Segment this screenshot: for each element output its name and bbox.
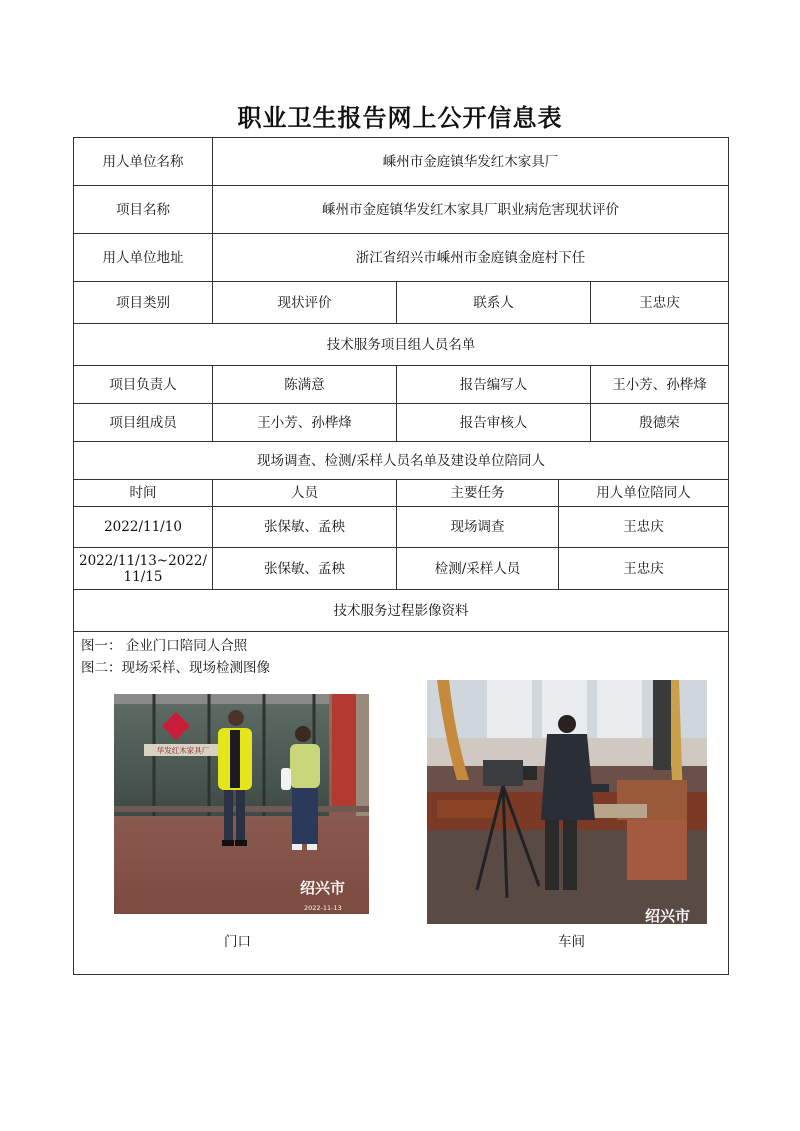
- figure2-label: 图二：现场采样、现场检测图像: [81, 660, 270, 676]
- survey-header-staff: 人员: [213, 480, 397, 507]
- report-reviewer-label: 报告审核人: [397, 404, 591, 442]
- contact-label: 联系人: [397, 282, 591, 324]
- figure1-label: 图一： 企业门口陪同人合照: [81, 638, 248, 654]
- images-section-row: [74, 590, 729, 632]
- contact-value: 王忠庆: [591, 282, 729, 324]
- employer-name-label: 用人单位名称: [74, 138, 213, 186]
- employer-address-row: [74, 234, 729, 282]
- survey-time: 2022/11/13~2022/11/15: [74, 548, 213, 590]
- watermark-city: 绍兴市: [300, 879, 346, 897]
- team-section-title: 技术服务项目组人员名单: [74, 324, 729, 366]
- workshop-photo: [427, 680, 707, 924]
- workshop-caption: 车间: [558, 934, 585, 950]
- survey-header-row: [74, 480, 729, 507]
- survey-escort: 王忠庆: [559, 548, 729, 590]
- sign-text: 华发红木家具厂: [156, 746, 210, 755]
- survey-header-escort: 用人单位陪同人: [559, 480, 729, 507]
- project-leader-label: 项目负责人: [74, 366, 213, 404]
- project-name-value: 嵊州市金庭镇华发红木家具厂职业病危害现状评价: [213, 186, 729, 234]
- survey-task: 现场调查: [397, 507, 559, 548]
- entrance-caption: 门口: [224, 934, 251, 950]
- employer-address-value: 浙江省绍兴市嵊州市金庭镇金庭村下任: [213, 234, 729, 282]
- report-writer-value: 王小芳、孙桦烽: [591, 366, 729, 404]
- project-type-row: [74, 282, 729, 324]
- survey-task: 检测/采样人员: [397, 548, 559, 590]
- info-table: [73, 137, 729, 975]
- photos-row: [74, 632, 729, 975]
- survey-section-title: 现场调查、检测/采样人员名单及建设单位陪同人: [74, 442, 729, 480]
- team-members-value: 王小芳、孙桦烽: [213, 404, 397, 442]
- watermark-city: 绍兴市: [645, 907, 691, 924]
- survey-time: 2022/11/10: [74, 507, 213, 548]
- watermark-date: 2022-11-13: [304, 904, 342, 912]
- employer-address-label: 用人单位地址: [74, 234, 213, 282]
- report-writer-label: 报告编写人: [397, 366, 591, 404]
- team-members-row: [74, 404, 729, 442]
- employer-name-value: 嵊州市金庭镇华发红木家具厂: [213, 138, 729, 186]
- survey-staff: 张保敏、孟秧: [213, 507, 397, 548]
- team-section-row: [74, 324, 729, 366]
- project-name-label: 项目名称: [74, 186, 213, 234]
- page-title: 职业卫生报告网上公开信息表: [237, 104, 563, 132]
- survey-escort: 王忠庆: [559, 507, 729, 548]
- entrance-photo: [114, 694, 369, 914]
- employer-name-row: [74, 138, 729, 186]
- survey-section-row: [74, 442, 729, 480]
- project-name-row: [74, 186, 729, 234]
- survey-header-time: 时间: [74, 480, 213, 507]
- project-type-value: 现状评价: [213, 282, 397, 324]
- project-leader-row: [74, 366, 729, 404]
- report-reviewer-value: 殷德荣: [591, 404, 729, 442]
- project-leader-value: 陈满意: [213, 366, 397, 404]
- project-type-label: 项目类别: [74, 282, 213, 324]
- survey-staff: 张保敏、孟秧: [213, 548, 397, 590]
- team-members-label: 项目组成员: [74, 404, 213, 442]
- survey-header-task: 主要任务: [397, 480, 559, 507]
- workshop-photo-art: [427, 680, 707, 924]
- images-section-title: 技术服务过程影像资料: [74, 590, 729, 632]
- table-row: [74, 507, 729, 548]
- table-row: [74, 548, 729, 590]
- photos-cell: [74, 632, 729, 975]
